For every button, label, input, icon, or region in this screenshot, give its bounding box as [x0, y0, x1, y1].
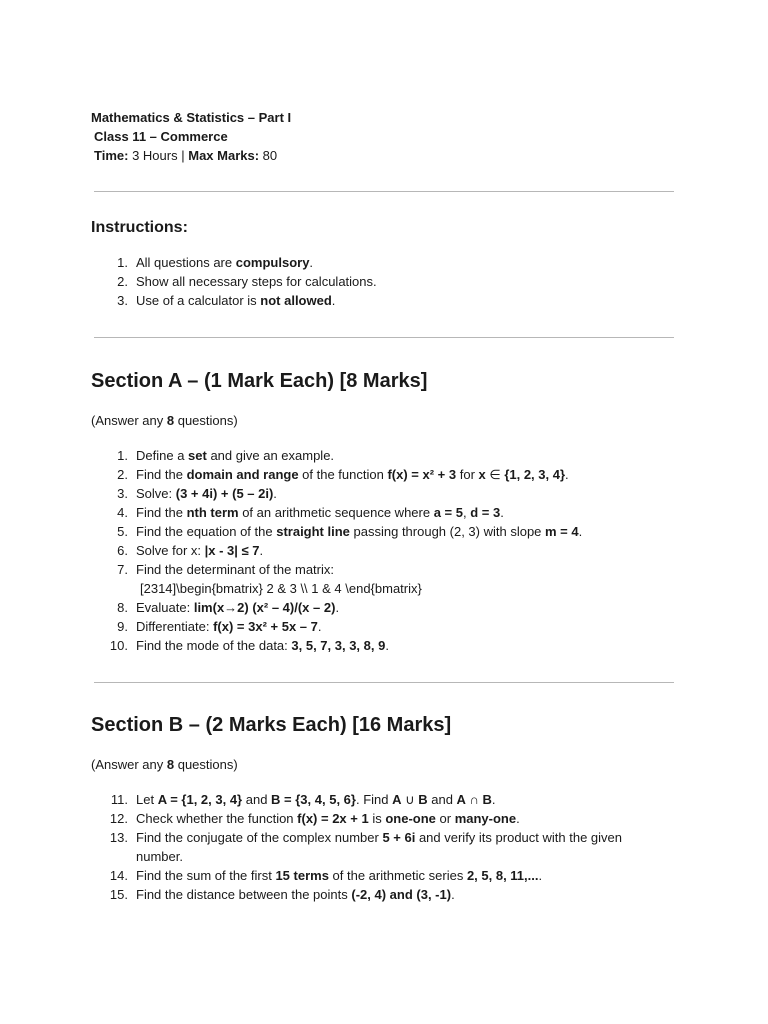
text: for: [456, 467, 479, 482]
text: (Answer any: [91, 413, 167, 428]
text: is: [368, 811, 386, 826]
text: ∩: [465, 792, 483, 807]
list-item: [0, 522, 656, 541]
bold-text: A: [456, 792, 466, 807]
item-text: [136, 887, 455, 902]
item-number: 8.: [117, 600, 128, 615]
item-number: 3.: [117, 293, 128, 308]
paper-title: Mathematics & Statistics – Part I: [91, 110, 292, 125]
divider: [94, 191, 674, 192]
bold-text: (3 + 4i) + (5 – 2i): [175, 486, 274, 501]
text: and: [427, 792, 457, 807]
item-text: [136, 274, 377, 289]
item-text: [136, 868, 542, 883]
marks-value: 80: [262, 148, 278, 163]
section-a-questions: [0, 446, 656, 655]
list-item: [0, 885, 656, 904]
list-item: [0, 465, 656, 484]
text: Show all necessary steps for calculations.: [136, 274, 377, 289]
text: Find the conjugate of the complex number: [136, 830, 383, 845]
list-item: [0, 541, 656, 560]
text: Define a: [136, 448, 189, 463]
list-item: [0, 828, 656, 866]
class-label: Class 11 – Commerce: [94, 129, 228, 144]
list-item: [0, 503, 656, 522]
item-number: 2.: [117, 467, 128, 482]
text: .: [538, 868, 543, 883]
bold-text: f(x) = x² + 3: [387, 467, 457, 482]
bold-text: domain and range: [186, 467, 299, 482]
section-a-note: [91, 412, 238, 430]
text: ,: [462, 505, 471, 520]
text: .: [385, 638, 389, 653]
text: of the function: [298, 467, 388, 482]
text: Find the sum of the first: [136, 868, 276, 883]
bold-text: 8: [166, 757, 175, 772]
item-number: 15.: [109, 887, 128, 902]
section-a-heading: Section A – (1 Mark Each) [8 Marks]: [91, 370, 428, 392]
text: questions): [174, 413, 238, 428]
item-number: 7.: [117, 562, 128, 577]
item-number: 1.: [117, 448, 128, 463]
item-text: [136, 830, 622, 864]
item-text: [136, 486, 277, 501]
bold-text: 3, 5, 7, 3, 3, 8, 9: [291, 638, 386, 653]
item-text: [136, 792, 496, 807]
item-number: 12.: [109, 811, 128, 826]
instructions-list: [0, 253, 656, 310]
section-b-note: [91, 756, 238, 774]
item-text: [136, 505, 504, 520]
bold-text: {1, 2, 3, 4}: [504, 467, 566, 482]
bold-text: A = {1, 2, 3, 4}: [157, 792, 243, 807]
item-number: 10.: [109, 638, 128, 653]
list-item: [0, 790, 656, 809]
item-number: 2.: [117, 274, 128, 289]
bold-text: m = 4: [545, 524, 579, 539]
text: .: [565, 467, 569, 482]
text: Check whether the function: [136, 811, 298, 826]
item-text: [136, 811, 520, 826]
text: .: [500, 505, 504, 520]
item-text: [136, 255, 313, 270]
item-text: [136, 562, 334, 577]
text: Use of a calculator is: [136, 293, 261, 308]
bold-text: f(x) = 3x² + 5x – 7: [213, 619, 318, 634]
text: .: [317, 619, 322, 634]
text: Differentiate:: [136, 619, 214, 634]
document-header: [91, 108, 291, 165]
bold-text: one-one: [385, 811, 436, 826]
text: Evaluate:: [136, 600, 194, 615]
section-b-heading: Section B – (2 Marks Each) [16 Marks]: [91, 714, 452, 736]
time-label: Time:: [94, 148, 129, 163]
list-item: [0, 484, 656, 503]
text: .: [335, 600, 340, 615]
bold-text: f(x) = 2x + 1: [297, 811, 369, 826]
text: passing through (2, 3) with slope: [349, 524, 546, 539]
list-item: [0, 809, 656, 828]
item-text: [136, 638, 389, 653]
text: Solve for x:: [136, 543, 205, 558]
bold-text: 5 + 6i: [382, 830, 416, 845]
bold-text: (-2, 4) and (3, -1): [351, 887, 452, 902]
bold-text: not allowed: [260, 293, 332, 308]
item-number: 11.: [110, 792, 128, 807]
bold-text: B: [482, 792, 492, 807]
item-number: 4.: [117, 505, 128, 520]
text: All questions are: [136, 255, 236, 270]
list-item: [0, 636, 656, 655]
time-marks-line: [91, 146, 291, 165]
bold-text: straight line: [276, 524, 350, 539]
list-item: [0, 272, 656, 291]
bold-text: compulsory: [235, 255, 310, 270]
bold-text: nth term: [186, 505, 239, 520]
bold-text: A: [392, 792, 402, 807]
time-value: 3 Hours: [132, 148, 178, 163]
text: Find the equation of the: [136, 524, 277, 539]
text: .: [578, 524, 583, 539]
bold-text: a = 5: [433, 505, 463, 520]
item-text: [136, 600, 339, 615]
text: questions): [174, 757, 238, 772]
bold-text: B = {3, 4, 5, 6}: [271, 792, 356, 807]
text: and give an example.: [206, 448, 335, 463]
item-text: [136, 467, 569, 482]
item-number: 9.: [117, 619, 128, 634]
text: Find the: [136, 505, 187, 520]
text: Solve:: [136, 486, 176, 501]
text: of the arithmetic series: [328, 868, 467, 883]
list-item: [0, 598, 656, 617]
text: .: [451, 887, 455, 902]
instructions-heading: Instructions:: [91, 219, 188, 236]
divider: [94, 682, 674, 683]
text: Find the mode of the data:: [136, 638, 292, 653]
bold-text: 8: [166, 413, 175, 428]
text: .: [273, 486, 277, 501]
bold-text: set: [188, 448, 207, 463]
text: Let: [136, 792, 158, 807]
list-item: [0, 446, 656, 465]
text: or: [435, 811, 455, 826]
text: (Answer any: [91, 757, 167, 772]
item-text: [136, 448, 334, 463]
item-number: 3.: [117, 486, 128, 501]
text: and verify its product with the given number.: [136, 830, 622, 864]
item-number: 13.: [109, 830, 128, 845]
bold-text: x: [478, 467, 486, 482]
bold-text: B: [418, 792, 428, 807]
item-text: [136, 293, 335, 308]
item-text: [136, 543, 263, 558]
list-item: [0, 291, 656, 310]
text: Find the distance between the points: [136, 887, 352, 902]
list-item: [0, 617, 656, 636]
bold-text: lim(x→2) (x² – 4)/(x – 2): [193, 600, 336, 615]
text: Find the determinant of the matrix:: [136, 562, 334, 577]
marks-label: Max Marks:: [188, 148, 260, 163]
text: .: [516, 811, 520, 826]
text: ∪: [401, 792, 419, 807]
text: .: [259, 543, 264, 558]
item-number: 1.: [117, 255, 128, 270]
item-number: 14.: [109, 868, 128, 883]
separator: |: [181, 148, 185, 163]
list-item: [0, 253, 656, 272]
item-text: [136, 619, 322, 634]
text: and: [242, 792, 272, 807]
item-text: [136, 524, 582, 539]
text: . Find: [355, 792, 393, 807]
list-item: [0, 560, 656, 598]
item-number: 6.: [117, 543, 128, 558]
bold-text: |x - 3| ≤ 7: [204, 543, 260, 558]
divider: [94, 337, 674, 338]
text: .: [331, 293, 336, 308]
bold-text: 15 terms: [275, 868, 329, 883]
matrix-latex-text: [2314]\begin{bmatrix} 2 & 3 \\ 1 & 4 \end{bmatrix}: [140, 581, 422, 596]
text: .: [491, 792, 496, 807]
text: ∈: [485, 467, 505, 482]
bold-text: 2, 5, 8, 11,...: [466, 868, 539, 883]
text: Find the: [136, 467, 187, 482]
list-item: [0, 866, 656, 885]
section-b-questions: [0, 790, 656, 904]
text: of an arithmetic sequence where: [238, 505, 434, 520]
text: .: [309, 255, 314, 270]
bold-text: d = 3: [470, 505, 501, 520]
item-number: 5.: [117, 524, 128, 539]
bold-text: many-one: [454, 811, 517, 826]
